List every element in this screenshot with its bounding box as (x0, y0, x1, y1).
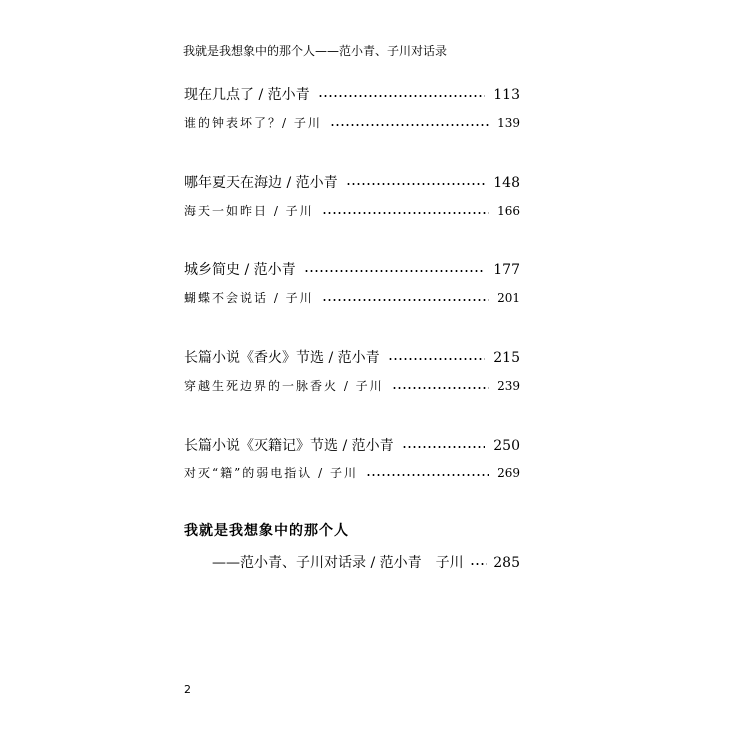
toc-entry-title: 长篇小说《香火》节选 / 范小青 (184, 350, 380, 366)
dot-leader (470, 563, 488, 565)
dot-leader (402, 446, 486, 448)
toc-entry-title: 谁的钟表坏了？/ 子川 (184, 116, 322, 130)
toc-entry-page: 285 (493, 555, 520, 571)
toc-entry-sub[interactable] (184, 202, 520, 219)
dot-leader (330, 124, 489, 126)
dot-leader (366, 474, 489, 476)
final-entry-title[interactable]: 我就是我想象中的那个人 (184, 523, 349, 539)
toc-entry-page: 139 (497, 116, 520, 130)
toc-entry-main[interactable] (184, 84, 520, 104)
toc-entry-main[interactable] (184, 435, 520, 455)
dot-leader (318, 95, 486, 97)
toc-entry-title: 蝴蝶不会说话 / 子川 (184, 291, 314, 305)
toc-entry-sub[interactable] (184, 464, 520, 481)
toc-entry-sub[interactable] (184, 114, 520, 131)
running-header: 我就是我想象中的那个人——范小青、子川对话录 (183, 44, 448, 58)
toc-entry-title: 现在几点了 / 范小青 (184, 87, 310, 103)
toc-entry-title: 穿越生死边界的一脉香火 / 子川 (184, 379, 384, 393)
toc-entry-title: 海天一如昨日 / 子川 (184, 204, 314, 218)
final-entry-subtitle-line[interactable] (212, 552, 520, 572)
toc-entry-page: 269 (497, 466, 520, 480)
dot-leader (388, 358, 486, 360)
toc-entry-title: 城乡简史 / 范小青 (184, 262, 296, 278)
page-number: 2 (184, 683, 191, 696)
toc-entry-sub[interactable] (184, 289, 520, 306)
dot-leader (346, 183, 486, 185)
dot-leader (322, 212, 489, 214)
dot-leader (392, 387, 489, 389)
toc-entry-page: 239 (497, 379, 520, 393)
toc-entry-main[interactable] (184, 172, 520, 192)
dot-leader (322, 299, 489, 301)
toc-entry-sub[interactable] (184, 377, 520, 394)
toc-entry-page: 177 (493, 262, 520, 278)
dot-leader (304, 270, 486, 272)
toc-entry-main[interactable] (184, 347, 520, 367)
final-entry-subtitle: ——范小青、子川对话录 / 范小青 子川 (212, 555, 464, 571)
toc-entry-title: 长篇小说《灭籍记》节选 / 范小青 (184, 438, 394, 454)
toc-entry-page: 201 (497, 291, 520, 305)
toc-entry-page: 215 (493, 350, 520, 366)
toc-entry-title: 对灭“籍”的弱电指认 / 子川 (184, 466, 358, 480)
toc-entry-page: 148 (493, 175, 520, 191)
toc-entry-page: 250 (493, 438, 520, 454)
toc-entry-title: 哪年夏天在海边 / 范小青 (184, 175, 338, 191)
toc-entry-page: 166 (497, 204, 520, 218)
toc-entry-page: 113 (493, 87, 520, 103)
toc-entry-main[interactable] (184, 259, 520, 279)
